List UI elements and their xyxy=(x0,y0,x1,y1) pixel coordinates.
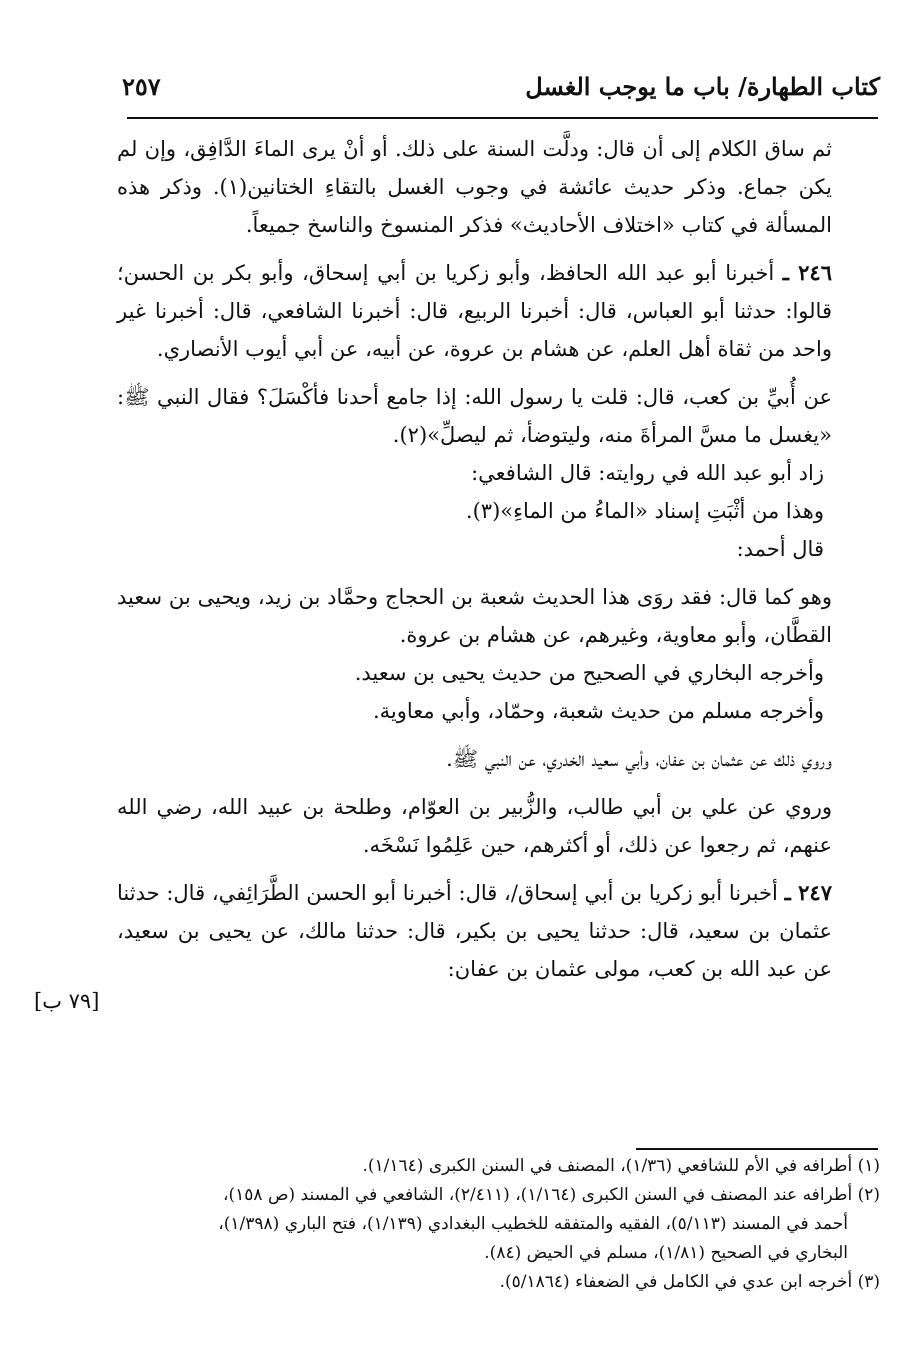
hadith-246-matn: عن أُبيِّ بن كعب، قال: قلت يا رسول الله: إذا جامع أحدنا فأكْسَلَ؟ فقال النبي ﷺ: «يغسل ما مسَّ المرأةَ منه، وليتوضأ، ثم ليصلِّ»(٢). xyxy=(117,385,832,447)
paragraph-muslim: وأخرجه مسلم من حديث شعبة، وحمّاد، وأبي معاوية. xyxy=(372,699,824,723)
footnote-1: (١) أطرافه في الأم للشافعي (١/٣٦)، المصنف في السنن الكبرى (١/١٦٤). xyxy=(362,1156,880,1176)
footnote-2-cont-1: أحمد في المسند (٥/١١٣)، الفقيه والمتفقه للخطيب البغدادي (١/١٣٩)، فتح الباري (١/٣٩٨)، xyxy=(218,1214,848,1234)
paragraph-bukhari: وأخرجه البخاري في الصحيح من حديث يحيى بن سعيد. xyxy=(354,661,824,685)
paragraph-uthman: وروي ذلك عن عثمان بن عفان، وأبي سعيد الخدري، عن النبي ﷺ. xyxy=(446,747,832,771)
paragraph-isnad-note: وهذا من أثْبَتِ إسناد «الماءُ من الماءِ»(٣). xyxy=(465,499,824,523)
hadith-246-text: أخبرنا أبو عبد الله الحافظ، وأبو زكريا بن أبي إسحاق، وأبو بكر بن الحسن؛ قالوا: حدثنا أبو العباس، قال: أخبرنا الربيع، قال: أخبرنا الشافعي، قال: أخبرنا غير واحد من ثقاة أهل العلم، عن هشام بن عروة، عن أبيه، عن أبي أيوب الأنصاري. xyxy=(117,261,832,361)
page-number: ٢٥٧ xyxy=(122,72,161,101)
running-header xyxy=(112,72,880,112)
paragraph-ali: وروي عن علي بن أبي طالب، والزُّبير بن العوّام، وطلحة بن عبيد الله، رضي الله عنهم، ثم رجعوا عن ذلك، أو أكثرهم، حين عَلِمُوا نَسْخَه. xyxy=(117,795,832,857)
header-rule xyxy=(127,117,878,119)
hadith-number-247: ٢٤٧ ـ xyxy=(784,880,832,905)
footnotes xyxy=(118,1152,880,1297)
hadith-247-text: أخبرنا أبو زكريا بن أبي إسحاق/، قال: أخبرنا أبو الحسن الطَّرَائِفي، قال: حدثنا عثمان بن سعيد، قال: حدثنا يحيى بن بكير، قال: حدثنا مالك، عن يحيى بن سعيد، عن عبد الله بن كعب، مولى عثمان بن عفان: xyxy=(117,881,832,981)
main-text xyxy=(117,130,880,998)
footnote-rule xyxy=(636,1148,878,1150)
paragraph-narrators: وهو كما قال: فقد روَى هذا الحديث شعبة بن الحجاج وحمَّاد بن زيد، ويحيى بن سعيد القطَّان، وأبو معاوية، وغيرهم، عن هشام بن عروة. xyxy=(117,585,832,647)
hadith-number-246: ٢٤٦ ـ xyxy=(782,260,832,285)
paragraph-intro: ثم ساق الكلام إلى أن قال: ودلَّت السنة على ذلك. أو أنْ يرى الماءَ الدَّافِق، وإن لم يكن جماع. وذكر حديث عائشة في وجوب الغسل بالتقاءِ الختانين(١). وذكر هذه المسألة في كتاب «اختلاف الأحاديث» فذكر المنسوخ والناسخ جميعاً. xyxy=(117,137,832,237)
paragraph-ahmad-said: قال أحمد: xyxy=(736,537,824,561)
footnote-2-cont-2: البخاري في الصحيح (١/٨١)، مسلم في الحيض (٨٤). xyxy=(484,1243,848,1263)
hadith-247 xyxy=(117,874,880,988)
chapter-title: كتاب الطهارة/ باب ما يوجب الغسل xyxy=(525,72,880,101)
footnote-3: (٣) أخرجه ابن عدي في الكامل في الضعفاء (٥/١٨٦٤). xyxy=(499,1272,880,1292)
manuscript-folio-marker: [٧٩ ب] xyxy=(34,989,100,1013)
hadith-246 xyxy=(117,254,880,368)
paragraph-addition: زاد أبو عبد الله في روايته: قال الشافعي: xyxy=(471,461,824,485)
footnote-2: (٢) أطرافه عند المصنف في السنن الكبرى (١/١٦٤)، (٢/٤١١)، الشافعي في المسند (ص ١٥٨)، xyxy=(223,1185,880,1205)
